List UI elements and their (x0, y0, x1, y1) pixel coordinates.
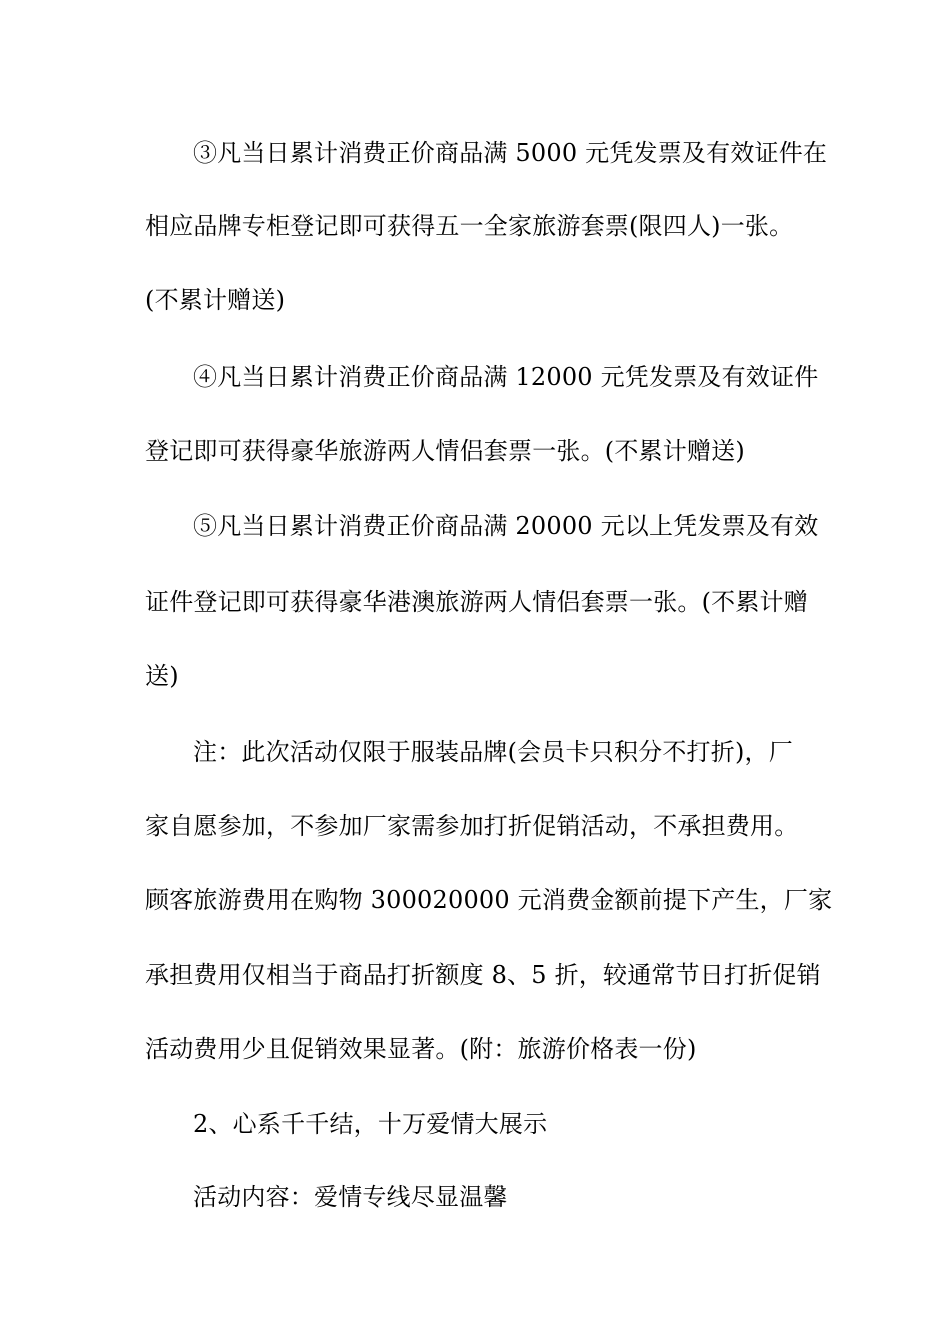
paragraph-line: (不累计赠送) (145, 286, 286, 314)
note-line: 注：此次活动仅限于服装品牌(会员卡只积分不打折)，厂 (193, 738, 793, 766)
paragraph-line: 相应品牌专柜登记即可获得五一全家旅游套票(限四人)一张。 (145, 212, 794, 240)
activity-content-line: 活动内容：爱情专线尽显温馨 (193, 1183, 508, 1211)
section-heading: 2、心系千千结，十万爱情大展示 (193, 1110, 548, 1138)
paragraph-line: ⑤凡当日累计消费正价商品满 20000 元以上凭发票及有效 (193, 512, 819, 540)
note-line: 家自愿参加，不参加厂家需参加打折促销活动，不承担费用。 (145, 812, 799, 840)
note-line: 活动费用少且促销效果显著。(附：旅游价格表一份) (145, 1035, 697, 1063)
note-line: 承担费用仅相当于商品打折额度 8、5 折，较通常节日打折促销 (145, 961, 821, 989)
paragraph-line: 证件登记即可获得豪华港澳旅游两人情侣套票一张。(不累计赠 (145, 588, 808, 616)
paragraph-line: ④凡当日累计消费正价商品满 12000 元凭发票及有效证件 (193, 363, 819, 391)
paragraph-line: ③凡当日累计消费正价商品满 5000 元凭发票及有效证件在 (193, 139, 828, 167)
paragraph-line: 送) (145, 662, 179, 690)
paragraph-line: 登记即可获得豪华旅游两人情侣套票一张。(不累计赠送) (145, 437, 745, 465)
note-line: 顾客旅游费用在购物 300020000 元消费金额前提下产生，厂家 (145, 886, 833, 914)
